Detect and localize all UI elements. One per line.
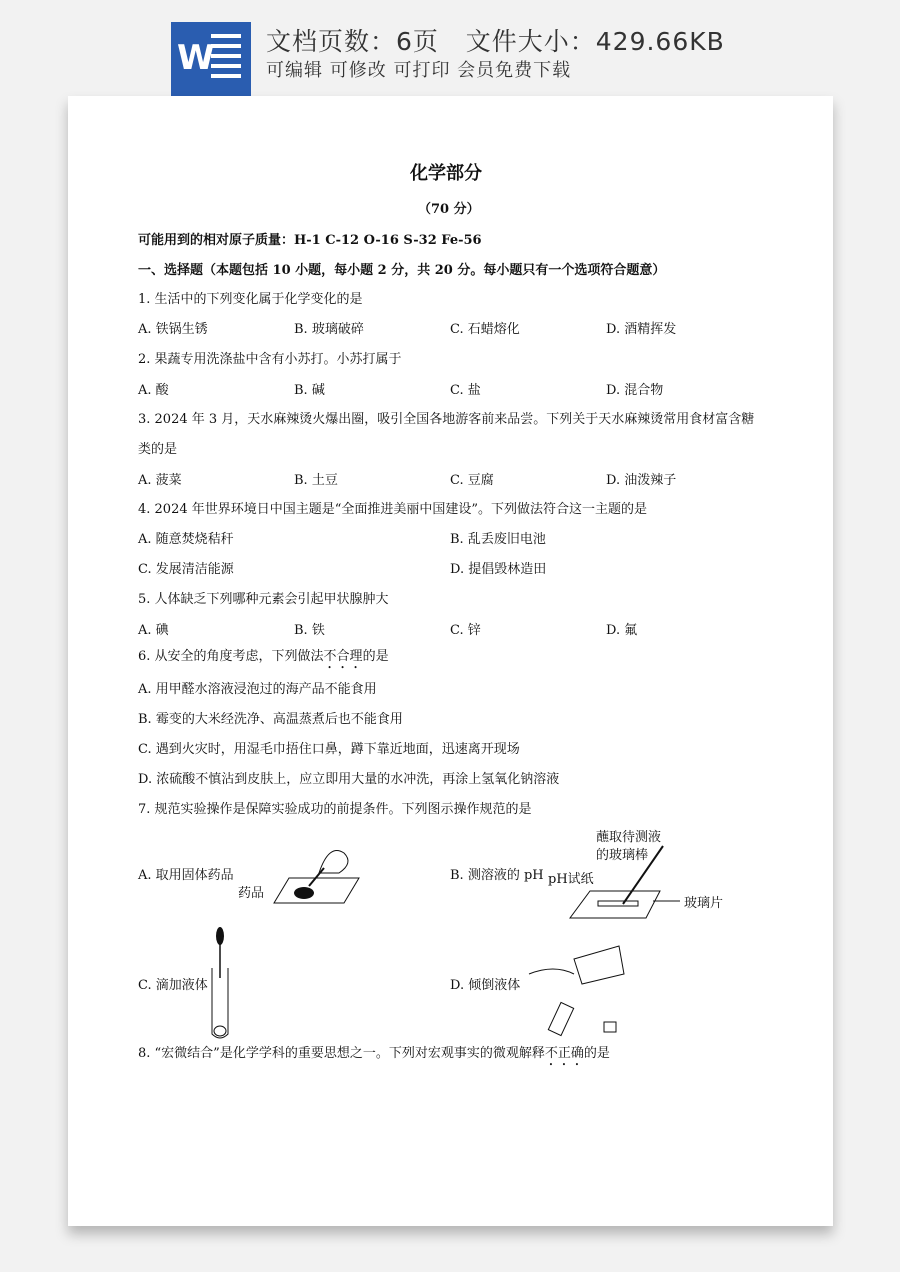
option-6c: C. 遇到火灾时，用湿毛巾捂住口鼻，蹲下靠近地面，迅速离开现场	[138, 742, 520, 757]
question-7: 7. 规范实验操作是保障实验成功的前提条件。下列图示操作规范的是	[138, 802, 532, 817]
question-2: 2. 果蔬专用洗涤盐中含有小苏打。小苏打属于	[138, 352, 402, 367]
option-4c: C. 发展清洁能源	[138, 562, 234, 577]
option-7a: A. 取用固体药品	[138, 868, 234, 883]
document-page	[68, 96, 833, 1226]
figure-label-glass: 玻璃片	[684, 896, 724, 911]
figure-label-rod: 蘸取待测液	[596, 830, 662, 845]
question-3: 3. 2024 年 3 月，天水麻辣烫火爆出圈，吸引全国各地游客前来品尝。下列关于天水麻辣烫常用食材富含糖	[138, 412, 755, 427]
question-4: 4. 2024 年世界环境日中国主题是“全面推进美丽中国建设”。下列做法符合这一主题的是	[138, 502, 648, 517]
option-1c: C. 石蜡熔化	[450, 322, 520, 337]
option-6b: B. 霉变的大米经洗净、高温蒸煮后也不能食用	[138, 712, 403, 727]
option-5a: A. 碘	[138, 623, 169, 638]
figure-label-rod2: 的玻璃棒	[596, 848, 649, 863]
figure-label-reagent: 药品	[238, 886, 265, 901]
dropper-figure	[204, 926, 244, 1041]
question-1: 1. 生活中的下列变化属于化学变化的是	[138, 292, 363, 307]
section-heading: 一、选择题（本题包括 10 小题，每小题 2 分，共 20 分。每小题只有一个选项符合题意）	[138, 263, 666, 278]
question-6: 6. 从安全的角度考虑，下列做法不合理的是	[138, 649, 389, 664]
option-5d: D. 氟	[606, 623, 638, 638]
question-3-cont: 类的是	[138, 442, 178, 457]
option-3d: D. 油泼辣子	[606, 473, 677, 488]
option-4d: D. 提倡毁林造田	[450, 562, 547, 577]
feature-list: 可编辑 可修改 可打印 会员免费下载	[266, 60, 572, 81]
file-info: 文档页数：6页 文件大小：429.66KB	[266, 27, 725, 56]
option-3b: B. 土豆	[294, 473, 338, 488]
option-2a: A. 酸	[138, 383, 169, 398]
download-banner	[0, 0, 900, 96]
question-8: 8. “宏微结合”是化学学科的重要思想之一。下列对宏观事实的微观解释不正确的是	[138, 1046, 610, 1061]
option-6a: A. 用甲醛水溶液浸泡过的海产品不能食用	[138, 682, 377, 697]
option-5b: B. 铁	[294, 623, 325, 638]
option-2b: B. 碱	[294, 383, 325, 398]
word-icon: W	[171, 22, 251, 96]
score-label: （70 分）	[418, 202, 480, 217]
pouring-figure	[524, 934, 644, 1039]
solid-reagent-figure	[264, 838, 394, 908]
option-1d: D. 酒精挥发	[606, 322, 677, 337]
option-1b: B. 玻璃破碎	[294, 322, 364, 337]
option-1a: A. 铁锅生锈	[138, 322, 208, 337]
option-2d: D. 混合物	[606, 383, 664, 398]
option-2c: C. 盐	[450, 383, 481, 398]
option-6d: D. 浓硫酸不慎沾到皮肤上，应立即用大量的水冲洗，再涂上氢氧化钠溶液	[138, 772, 560, 787]
option-3c: C. 豆腐	[450, 473, 494, 488]
option-5c: C. 锌	[450, 623, 481, 638]
ph-test-figure	[568, 841, 688, 921]
option-3a: A. 菠菜	[138, 473, 182, 488]
figure-label-ph-paper: pH试纸	[548, 872, 594, 887]
option-4b: B. 乱丢废旧电池	[450, 532, 546, 547]
question-5: 5. 人体缺乏下列哪种元素会引起甲状腺肿大	[138, 592, 389, 607]
option-7c: C. 滴加液体	[138, 978, 208, 993]
atomic-mass-line: 可能用到的相对原子质量：H-1 C-12 O-16 S-32 Fe-56	[138, 233, 482, 248]
option-4a: A. 随意焚烧秸秆	[138, 532, 234, 547]
page-title: 化学部分	[410, 163, 482, 184]
option-7b: B. 测溶液的 pH	[450, 868, 544, 883]
option-7d: D. 倾倒液体	[450, 978, 521, 993]
